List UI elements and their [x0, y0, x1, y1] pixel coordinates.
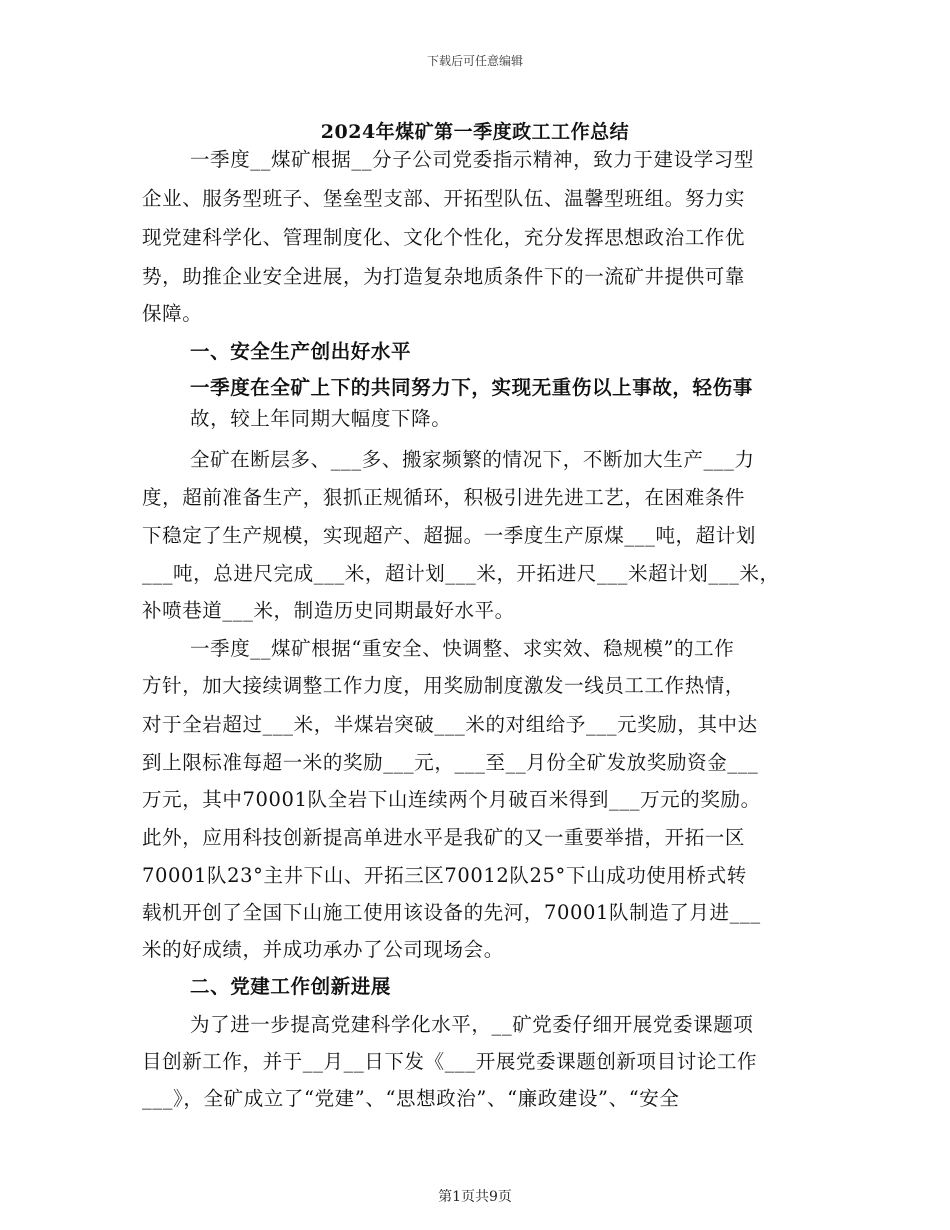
- paragraph-line: 现党建科学化、管理制度化、文化个性化，充分发挥思想政治工作优: [142, 226, 746, 249]
- paragraph-line: 故，较上年同期大幅度下降。: [190, 407, 452, 430]
- page-header: 下载后可任意编辑: [426, 54, 523, 68]
- paragraph-line: 一季度__煤矿根据“重安全、快调整、求实效、稳规模”的工作: [190, 637, 735, 660]
- paragraph-line: 势，助推企业安全进展，为打造复杂地质条件下的一流矿井提供可靠: [142, 265, 746, 288]
- paragraph-line: 补喷巷道___米，制造历史同期最好水平。: [142, 599, 515, 622]
- paragraph-line: 度，超前准备生产，狠抓正规循环，积极引进先进工艺，在困难条件: [142, 486, 746, 509]
- paragraph-line: 保障。: [142, 302, 203, 325]
- paragraph-line: 到上限标准每超一米的奖励___元，___至__月份全矿发放奖励资金___: [142, 751, 759, 774]
- paragraph-line: 万元，其中70001队全岩下山连续两个月破百米得到___万元的奖励。: [142, 788, 761, 811]
- document-title: 2024年煤矿第一季度政工工作总结: [320, 121, 630, 143]
- paragraph-line: 全矿在断层多、___多、搬家频繁的情况下，不断加大生产___力: [190, 448, 755, 471]
- paragraph-line: 为了进一步提高党建科学化水平，__矿党委仔细开展党委课题项: [190, 1013, 754, 1036]
- paragraph-line: 一季度__煤矿根据__分子公司党委指示精神，致力于建设学习型: [190, 148, 755, 171]
- section-heading: 二、党建工作创新进展: [190, 975, 392, 998]
- paragraph-line: ___吨，总进尺完成___米，超计划___米，开拓进尺___米超计划___米，: [142, 562, 780, 585]
- section-heading: 一、安全生产创出好水平: [190, 340, 412, 363]
- page-footer: 第1页共9页: [438, 1189, 512, 1205]
- paragraph-line: 此外，应用科技创新提高单进水平是我矿的又一重要举措，开拓一区: [142, 826, 746, 849]
- paragraph-line: 企业、服务型班子、堡垒型支部、开拓型队伍、温馨型班组。努力实: [142, 187, 746, 210]
- paragraph-line: 目创新工作，并于__月__日下发《___开展党委课题创新项目讨论工作: [142, 1050, 758, 1073]
- paragraph-line: 下稳定了生产规模，实现超产、超掘。一季度生产原煤___吨，超计划: [142, 524, 756, 547]
- paragraph-line: 对于全岩超过___米，半煤岩突破___米的对组给予___元奖励，其中达: [142, 713, 758, 736]
- paragraph-line: 一季度在全矿上下的共同努力下，实现无重伤以上事故，轻伤事: [190, 376, 753, 399]
- paragraph-line: 米的好成绩，并成功承办了公司现场会。: [142, 938, 504, 961]
- paragraph-line: ___》，全矿成立了“党建”、“思想政治”、“廉政建设”、“安全: [142, 1087, 680, 1110]
- paragraph-line: 载机开创了全国下山施工使用该设备的先河，70001队制造了月进___: [142, 901, 761, 924]
- paragraph-line: 70001队23°主井下山、开拓三区70012队25°下山成功使用桥式转: [142, 864, 747, 887]
- paragraph-line: 方针，加大接续调整工作力度，用奖励制度激发一线员工工作热情，: [142, 674, 746, 697]
